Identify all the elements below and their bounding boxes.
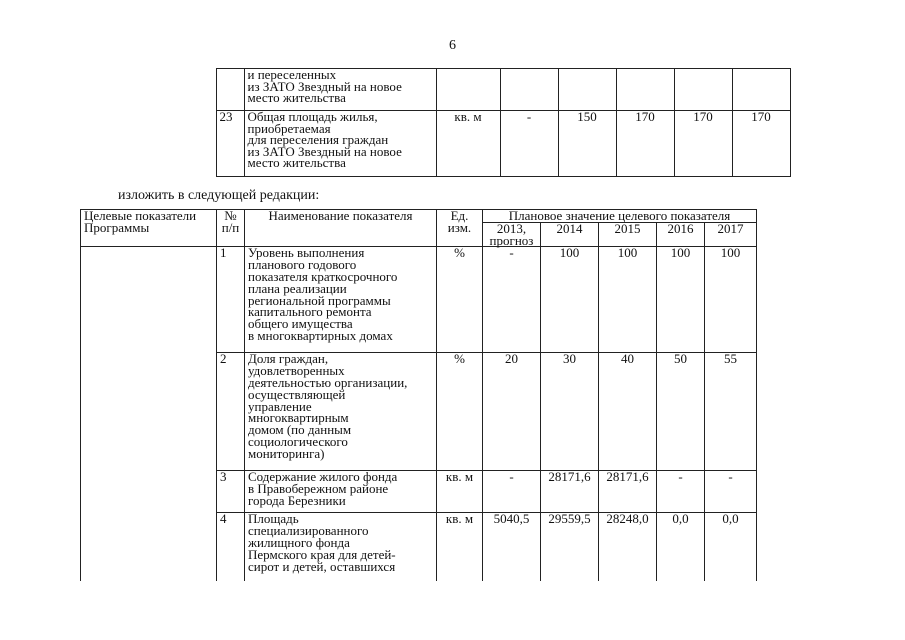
row-number: 1 bbox=[217, 247, 245, 353]
unit-cell: % bbox=[437, 353, 483, 471]
header-unit: Ед. изм. bbox=[437, 210, 483, 247]
header-year: 2014 bbox=[541, 222, 599, 247]
value-cell: - bbox=[705, 471, 757, 513]
value-cell: - bbox=[483, 247, 541, 353]
value-cell: 0,0 bbox=[657, 513, 705, 581]
value-cell: 28171,6 bbox=[541, 471, 599, 513]
table-row bbox=[80, 111, 790, 177]
row-number: 23 bbox=[216, 111, 244, 177]
value-cell: 170 bbox=[674, 111, 732, 177]
indicator-name: Уровень выполнения планового годового показателя краткосрочного плана реализации региональной программы капитального ремонта общего имущества в многоквартирных домах bbox=[245, 247, 437, 353]
value-cell: 150 bbox=[558, 111, 616, 177]
indicator-name: Площадь специализированного жилищного фонда Пермского края для детей- сирот и детей, оставшихся bbox=[245, 513, 437, 581]
value-cell: 29559,5 bbox=[541, 513, 599, 581]
value-cell: 170 bbox=[616, 111, 674, 177]
indicator-name: Доля граждан, удовлетворенных деятельностью организации, осуществляющей управление многоквартирным домом (по данным социологического мониторинга) bbox=[245, 353, 437, 471]
unit-cell: кв. м bbox=[437, 471, 483, 513]
intro-text: изложить в следующей редакции: bbox=[118, 188, 320, 203]
value-cell bbox=[674, 69, 732, 111]
value-cell: 30 bbox=[541, 353, 599, 471]
unit-cell bbox=[436, 69, 500, 111]
value-cell: 40 bbox=[599, 353, 657, 471]
value-cell: 100 bbox=[705, 247, 757, 353]
unit-cell: кв. м bbox=[437, 513, 483, 581]
indicator-name: Содержание жилого фонда в Правобережном районе города Березники bbox=[245, 471, 437, 513]
value-cell: 20 bbox=[483, 353, 541, 471]
value-cell: 28171,6 bbox=[599, 471, 657, 513]
row-number: 4 bbox=[217, 513, 245, 581]
row-number bbox=[216, 69, 244, 111]
unit-cell: % bbox=[437, 247, 483, 353]
header-targets: Целевые показатели Программы bbox=[81, 210, 217, 247]
indicator-name: Общая площадь жилья, приобретаемая для переселения граждан из ЗАТО Звездный на новое место жительства bbox=[244, 111, 436, 177]
value-cell: 0,0 bbox=[705, 513, 757, 581]
blank-cell bbox=[81, 247, 217, 581]
header-name: Наименование показателя bbox=[245, 210, 437, 247]
new-indicators-table bbox=[80, 209, 757, 581]
value-cell bbox=[616, 69, 674, 111]
value-cell: 28248,0 bbox=[599, 513, 657, 581]
old-indicators-table bbox=[80, 68, 791, 177]
table-row bbox=[81, 247, 757, 353]
value-cell bbox=[558, 69, 616, 111]
blank-cell bbox=[80, 69, 216, 111]
table-header-row bbox=[81, 210, 757, 223]
header-number: № п/п bbox=[217, 210, 245, 247]
value-cell: - bbox=[483, 471, 541, 513]
value-cell: 50 bbox=[657, 353, 705, 471]
header-plan: Плановое значение целевого показателя bbox=[483, 210, 757, 223]
row-number: 2 bbox=[217, 353, 245, 471]
value-cell: 100 bbox=[599, 247, 657, 353]
unit-cell: кв. м bbox=[436, 111, 500, 177]
value-cell: - bbox=[500, 111, 558, 177]
blank-cell bbox=[80, 111, 216, 177]
header-year: 2013, прогноз bbox=[483, 222, 541, 247]
value-cell: 100 bbox=[541, 247, 599, 353]
row-number: 3 bbox=[217, 471, 245, 513]
header-year: 2015 bbox=[599, 222, 657, 247]
value-cell: 100 bbox=[657, 247, 705, 353]
header-year: 2016 bbox=[657, 222, 705, 247]
value-cell: 55 bbox=[705, 353, 757, 471]
value-cell: 170 bbox=[732, 111, 790, 177]
indicator-name: и переселенных из ЗАТО Звездный на новое место жительства bbox=[244, 69, 436, 111]
page-number: 6 bbox=[449, 38, 456, 53]
table-row bbox=[80, 69, 790, 111]
value-cell bbox=[732, 69, 790, 111]
value-cell: 5040,5 bbox=[483, 513, 541, 581]
header-year: 2017 bbox=[705, 222, 757, 247]
value-cell bbox=[500, 69, 558, 111]
value-cell: - bbox=[657, 471, 705, 513]
